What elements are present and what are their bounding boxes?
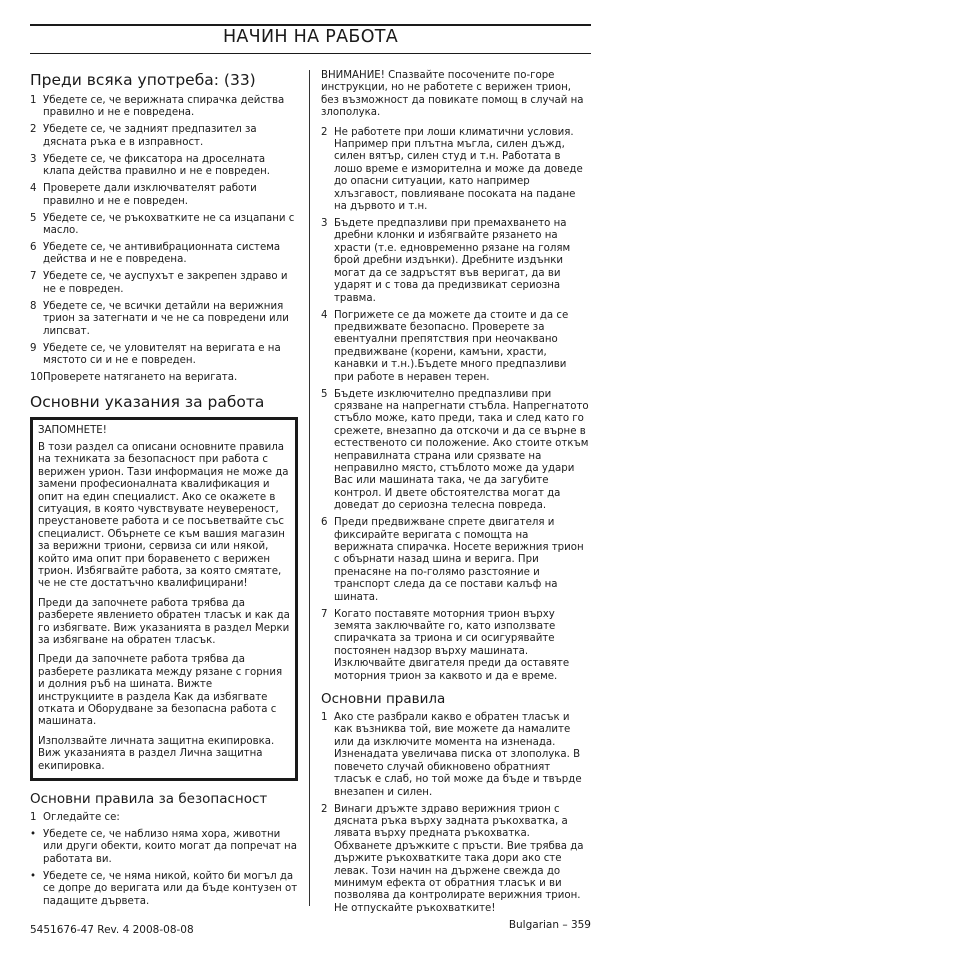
column-divider bbox=[309, 70, 310, 906]
list-item bbox=[321, 218, 589, 305]
list-item bbox=[30, 242, 298, 267]
before-use-list bbox=[30, 95, 298, 384]
list-item-text: Погрижете се да можете да стоите и да се предвижвате безопасно. Проверете за евентуални препятствия при неочаквано предвижване (корени, камъни, храсти, канавки и т.н.).Бъдете много предпазливи при работе в неравен терен. bbox=[334, 309, 569, 383]
list-item bbox=[30, 95, 298, 120]
header-rule-top bbox=[30, 24, 591, 26]
list-item-text: Убедете се, че ауспухът е закрепен здраво и не е повреден. bbox=[43, 271, 288, 295]
remember-label: ЗАПОМНЕТЕ! bbox=[38, 425, 107, 437]
list-item-number: 2 bbox=[321, 126, 328, 138]
list-item-number: 7 bbox=[30, 271, 37, 283]
list-item-text: Бъдете предпазливи при премахването на дребни клонки и избягвайте рязането на храсти (т.е. едновременно рязане на голям брой дребни издънки). Дребните издънки могат да се задръстят във веригат, да ви ударят и с това да предизвикат сериозна травма. bbox=[334, 218, 571, 304]
list-item-number: • bbox=[30, 829, 37, 841]
basic-rules-list bbox=[321, 712, 589, 915]
list-item bbox=[30, 372, 298, 384]
list-item-number: 6 bbox=[321, 517, 328, 529]
list-item-text: Убедете се, че наблизо няма хора, животни или други обекти, които могат да попречат на работата ви. bbox=[43, 829, 297, 865]
list-item bbox=[321, 804, 589, 916]
remember-paragraph-3: Преди да започнете работа трябва да разберете разликата между рязане с горния и долния ръб на шината. Вижте инструкциите в раздела Как да избягвате отката и Оборудване за безопасна работа с машината. bbox=[38, 654, 283, 728]
list-item-number: 6 bbox=[30, 242, 37, 254]
list-item bbox=[321, 517, 589, 604]
list-item bbox=[30, 301, 298, 338]
list-item-number: 4 bbox=[30, 183, 37, 195]
list-item bbox=[30, 124, 298, 149]
list-item-number: 3 bbox=[30, 153, 37, 165]
section-basic-instructions-title: Основни указания за работа bbox=[30, 393, 265, 412]
remember-paragraph-4: Използвайте личната защитна екипировка. Виж указанията в раздел Лична защитна екипировка. bbox=[38, 735, 275, 772]
document-code: 5451676-47 Rev. 4 2008-08-08 bbox=[30, 924, 194, 936]
list-item-text: Убедете се, че всички детайли на верижния трион за затегнати и че не са повредени или липсват. bbox=[43, 300, 289, 337]
list-item bbox=[30, 871, 298, 908]
list-item-number: 1 bbox=[321, 712, 328, 724]
list-item-text: Преди предвижване спрете двигателя и фиксирайте веригата с помощта на верижната спирачка. Носете верижния трион с обърнати назад шина и верига. При пренасяне на по-голямо разстояние и транспорт следа да се постави калъф на шината. bbox=[334, 517, 584, 603]
list-item-number: 1 bbox=[30, 95, 37, 106]
list-item-number: 3 bbox=[321, 218, 328, 230]
list-item-text: Убедете се, че фиксатора на дроселната клапа действа правилно и не е повреден. bbox=[43, 153, 271, 178]
section-safety-rules-title: Основни правила за безопасност bbox=[30, 791, 268, 808]
remember-paragraph-2: Преди да започнете работа трябва да разберете явлението обратен тласък и как да го избягвате. Виж указанията в раздел Мерки за избягване на обратен тласък. bbox=[38, 597, 290, 646]
page-title: НАЧИН НА РАБОТА bbox=[222, 27, 399, 47]
remember-box bbox=[30, 417, 298, 781]
list-item-text: Проверете натягането на веригата. bbox=[43, 372, 238, 384]
warning-paragraph: ВНИМАНИЕ! Спазвайте посочените по-горе инструкции, но не работете с верижен трион, без възможност да повикате помощ в случай на злополука. bbox=[321, 70, 584, 119]
list-item-number: 10 bbox=[30, 372, 43, 384]
right-column bbox=[321, 70, 589, 920]
list-item bbox=[30, 829, 298, 866]
list-item bbox=[30, 213, 298, 238]
left-column bbox=[30, 70, 298, 913]
list-item-number: 7 bbox=[321, 608, 328, 620]
list-item bbox=[321, 310, 589, 384]
list-item bbox=[30, 812, 298, 824]
list-item-text: Винаги дръжте здраво верижния трион с дясната ръка върху задната ръкохватка, а лявата върху предната ръкохватка. Обхванете дръжките с пръсти. Вие трябва да държите ръкохватките така дори ако сте левак. Този начин на държене свежда до минимум ефекта от обратния тласък и ви позволява да контролирате верижния трион. Не отпускайте ръкохватките! bbox=[334, 803, 584, 914]
list-item-number: • bbox=[30, 870, 37, 882]
list-item bbox=[30, 343, 298, 368]
list-item-text: Убедете се, че ръкохватките не са изцапани с масло. bbox=[43, 212, 295, 237]
list-item-text: Проверете дали изключвателят работи правилно и не е повреден. bbox=[43, 183, 257, 207]
list-item bbox=[30, 271, 298, 296]
list-item-number: 5 bbox=[30, 212, 37, 224]
safety-rules-continued-list bbox=[321, 127, 589, 683]
list-item-text: Не работете при лоши климатични условия. Например при плътна мъгла, силен дъжд, силен вятър, силен студ и т.н. Работата в лошо време е изморителна и може да доведе до опасни ситуации, като например хлъзгавост, повлияване посоката на падане на дървото и т.н. bbox=[334, 126, 583, 213]
list-item bbox=[30, 183, 298, 208]
list-item-text: Ако сте разбрали какво е обратен тласък и как възниква той, вие можете да намалите или да изключите момента на изненада. Изненадата увеличава писка от злополука. В повечето случай обикновено обратният тласък е слаб, но той може да бъде и твърде внезапен и силен. bbox=[334, 712, 582, 798]
list-item-text: Огледайте се: bbox=[43, 812, 120, 824]
list-item-number: 5 bbox=[321, 388, 328, 400]
header-rule-bottom bbox=[30, 53, 591, 54]
list-item-text: Когато поставяте моторния трион върху земята заключвайте го, като използвате спирачката за триона и си осигурявайте постоянен надзор върху машината. Изключвайте двигателя преди да оставяте моторния трион за каквото и да е време. bbox=[334, 608, 570, 682]
list-item-text: Убедете се, че задният предпазител за дясната ръка е в изправност. bbox=[43, 124, 257, 148]
list-item-number: 9 bbox=[30, 342, 37, 354]
section-before-use-title: Преди всяка употреба: (33) bbox=[30, 71, 256, 89]
safety-rules-list bbox=[30, 812, 298, 908]
page-number: Bulgarian – 359 bbox=[508, 919, 591, 931]
list-item bbox=[321, 609, 589, 683]
remember-paragraph-1: В този раздел са описани основните правила на техниката за безопасност при работа с верижен урион. Тази информация не може да замени професионалната квалификация и опит на един специалист. Ако се окажете в ситуация, в която чувствувате неувереност, преустановете работа и се посъветвайте със специалист. Обърнете се към вашия магазин за верижни триони, сервиза си или някой, който има опит при боравенето с верижен трион. Избягвайте работа, за която смятате, че не сте достатъчно квалифицирани! bbox=[38, 441, 289, 590]
list-item bbox=[321, 127, 589, 214]
list-item-text: Бъдете изключително предпазливи при срязване на напрегнати стъбла. Напрегнатото стъбло може, като преди, така и след като го срежете, внезапно да отскочи и да се върне в естественото си положение. Ако стоите откъм неправилната страна или срязвате на неправилно място, стъблото може да удари Вас или машината така, че да загубите контрол. И двете обстоятелства могат да доведат до сериозна телесна повреда. bbox=[334, 388, 589, 512]
list-item-number: 2 bbox=[321, 803, 328, 815]
list-item-number: 4 bbox=[321, 309, 328, 321]
list-item-text: Убедете се, че верижната спирачка действа правилно и не е повредена. bbox=[43, 95, 285, 119]
list-item-number: 8 bbox=[30, 300, 37, 312]
list-item-number: 2 bbox=[30, 124, 37, 136]
section-basic-rules-title: Основни правила bbox=[321, 691, 446, 708]
list-item-text: Убедете се, че антивибрационната система действа и не е повредена. bbox=[43, 242, 281, 266]
list-item-number: 1 bbox=[30, 812, 37, 824]
list-item-text: Убедете се, че няма никой, който би могъл да се допре до веригата или да бъде контузен от падащите дървета. bbox=[43, 870, 298, 907]
list-item bbox=[321, 389, 589, 513]
list-item bbox=[321, 712, 589, 799]
list-item bbox=[30, 154, 298, 179]
list-item-text: Убедете се, че уловителят на веригата е на мястото си и не е повреден. bbox=[43, 342, 281, 367]
